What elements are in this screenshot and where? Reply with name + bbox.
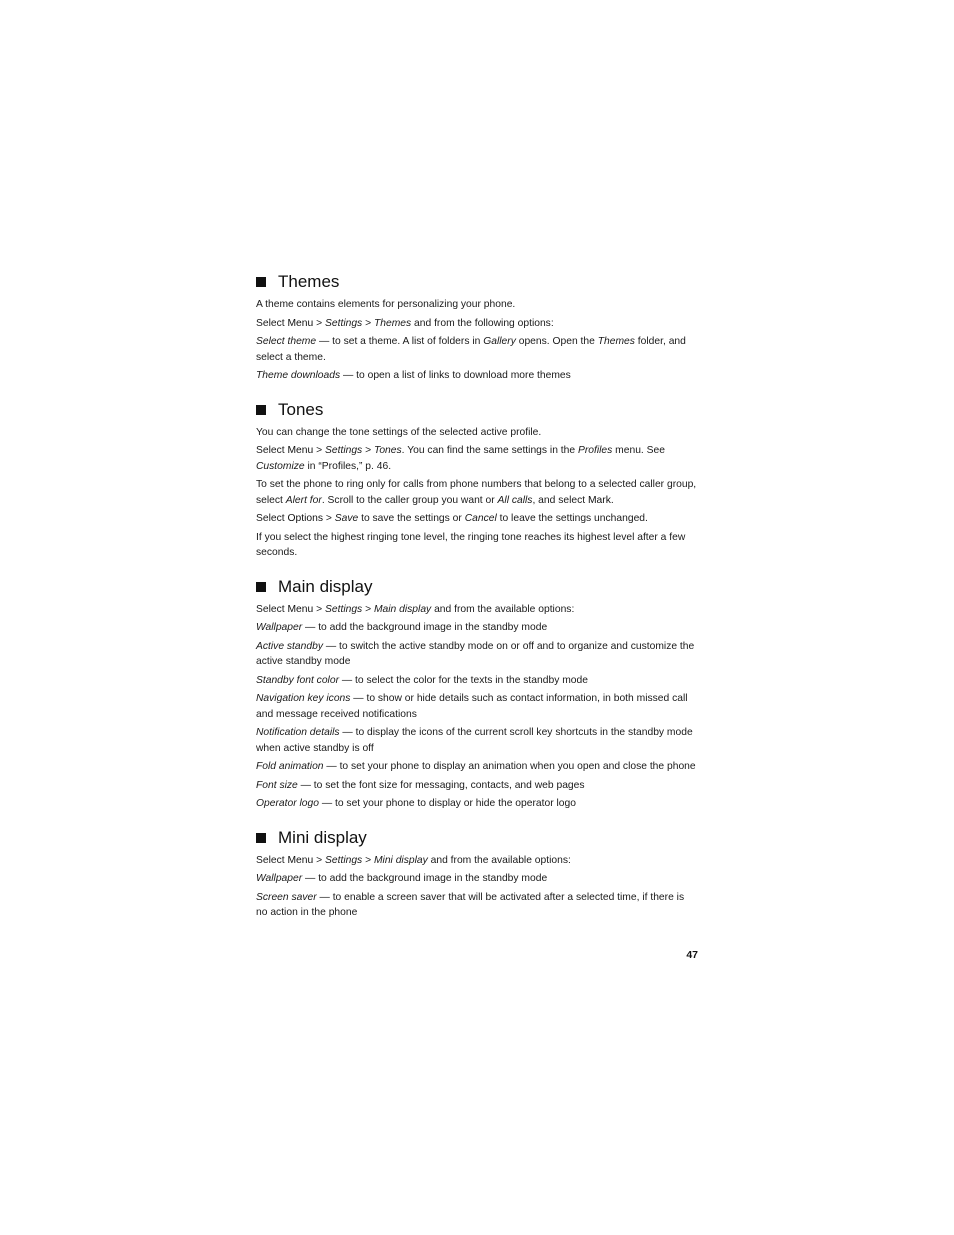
menu-path-term: Customize [256,460,305,472]
text-run: — to add the background image in the standby mode [302,622,548,633]
section-title: Main display [278,576,373,596]
paragraph [256,759,698,775]
text-run: , and select [532,494,588,506]
square-bullet-icon [256,833,266,843]
text-run: to leave the settings unchanged. [496,513,648,524]
softkey-term: Menu [287,317,314,329]
text-run: > [362,445,374,456]
text-run: To set the phone to ring only for calls from phone numbers that belong to a selected caller group, select [256,479,697,506]
paragraph [256,778,698,794]
text-run: . [610,494,614,506]
menu-path-term: Main display [373,603,432,615]
section-title: Themes [278,272,340,291]
menu-path-term: Settings [325,854,363,866]
menu-path-term: Profiles [577,445,613,456]
menu-path-term: Operator logo [256,798,319,809]
section-tones [256,400,698,561]
square-bullet-icon [256,277,266,287]
menu-path-term: Settings [325,603,363,615]
text-run: Select [256,445,288,456]
menu-path-term: Notification details [256,727,340,738]
menu-path-term: Gallery [483,336,516,347]
text-run: in “Profiles,” p. 46. [304,460,392,472]
text-run: — to enable a screen saver that will be activated after a selected time, if there is no action in the phone [256,891,685,918]
menu-path-term: Cancel [464,513,497,524]
section-mini-display [256,828,698,921]
text-run: > [313,854,325,866]
page-number: 47 [686,949,698,961]
text-run: You can change the tone settings of the selected active profile. [256,426,542,438]
paragraph [256,871,698,887]
menu-path-term: Font size [256,779,298,791]
section-heading [256,828,698,848]
text-run: and from the available options: [427,854,571,866]
softkey-term: Options [287,513,323,524]
paragraph [256,316,698,332]
text-run: — to add the background image in the standby mode [302,873,548,884]
paragraph [256,725,698,756]
section-spacer [256,564,698,577]
text-run: > [362,603,374,615]
paragraph [256,297,698,313]
text-run: menu. See [612,445,665,456]
text-run: > [313,603,325,615]
section-themes [256,272,698,384]
menu-path-term: Mini display [373,854,428,866]
menu-path-term: Standby font color [256,674,339,686]
paragraph [256,673,698,689]
text-run: > [313,317,325,329]
softkey-term: Mark [587,494,611,506]
text-run: opens. Open the [515,336,598,347]
text-run: folder, and select a theme. [256,336,686,363]
square-bullet-icon [256,405,266,415]
paragraph [256,602,698,618]
section-heading [256,577,698,597]
paragraph [256,443,698,474]
text-run: > [362,854,374,866]
paragraph [256,853,698,869]
text-run: — to show or hide details such as contact information, in both missed call and message received notifications [256,693,688,720]
text-run: and from the available options: [431,603,575,615]
menu-path-term: Select theme [256,336,317,347]
text-run: to save the settings or [358,513,465,524]
paragraph [256,425,698,441]
text-run: — to select the color for the texts in the standby mode [339,674,588,686]
menu-path-term: Settings [325,317,363,329]
section-spacer [256,387,698,400]
section-title: Tones [278,399,324,419]
paragraph [256,477,698,508]
paragraph [256,334,698,365]
text-run: > [322,513,335,524]
text-run: A theme contains elements for personalizing your phone. [256,299,516,310]
section-title: Mini display [278,827,367,847]
text-run: > [362,317,374,329]
text-run: If you select the highest ringing tone level, the ringing tone reaches its highest level after a few seconds. [256,531,686,558]
text-run: — to set your phone to display or hide the operator logo [318,798,576,809]
softkey-term: Menu [287,445,314,456]
text-run: Select [256,854,288,866]
text-run: > [313,445,325,456]
section-main-display [256,577,698,812]
text-run: Select [256,317,288,329]
paragraph [256,639,698,670]
text-run: and from the following options: [411,317,554,329]
menu-path-term: All calls [497,494,533,506]
menu-path-term: Screen saver [256,891,317,903]
paragraph [256,620,698,636]
paragraph [256,511,698,527]
menu-path-term: Save [334,513,359,524]
menu-path-term: Navigation key icons [256,693,351,704]
menu-path-term: Themes [597,336,635,347]
text-run: — to set the font size for messaging, contacts, and web pages [297,779,585,791]
paragraph [256,530,698,561]
menu-path-term: Theme downloads [256,370,341,381]
text-run: — to set your phone to display an animation when you open and close the phone [323,761,696,772]
square-bullet-icon [256,582,266,592]
page-content [256,272,698,924]
paragraph [256,691,698,722]
text-run: . You can find the same settings in the [401,445,578,456]
paragraph [256,890,698,921]
menu-path-term: Active standby [256,640,323,652]
section-spacer [256,815,698,828]
section-heading [256,400,698,420]
menu-path-term: Settings [325,445,363,456]
text-run: — to display the icons of the current scroll key shortcuts in the standby mode when active standby is off [256,727,693,754]
menu-path-term: Alert for [285,494,322,506]
text-run: — to switch the active standby mode on or off and to organize and customize the active standby mode [256,640,695,667]
paragraph [256,796,698,812]
text-run: — to set a theme. A list of folders in [316,336,484,347]
section-heading [256,272,698,292]
paragraph [256,368,698,384]
menu-path-term: Themes [373,317,412,329]
text-run: Select [256,603,288,615]
text-run: Select [256,513,288,524]
softkey-term: Menu [287,603,314,615]
softkey-term: Menu [287,854,314,866]
menu-path-term: Fold animation [256,761,324,772]
menu-path-term: Wallpaper [256,622,303,633]
text-run: . Scroll to the caller group you want or [321,494,498,506]
menu-path-term: Tones [373,445,402,456]
text-run: — to open a list of links to download more themes [340,370,571,381]
menu-path-term: Wallpaper [256,873,303,884]
